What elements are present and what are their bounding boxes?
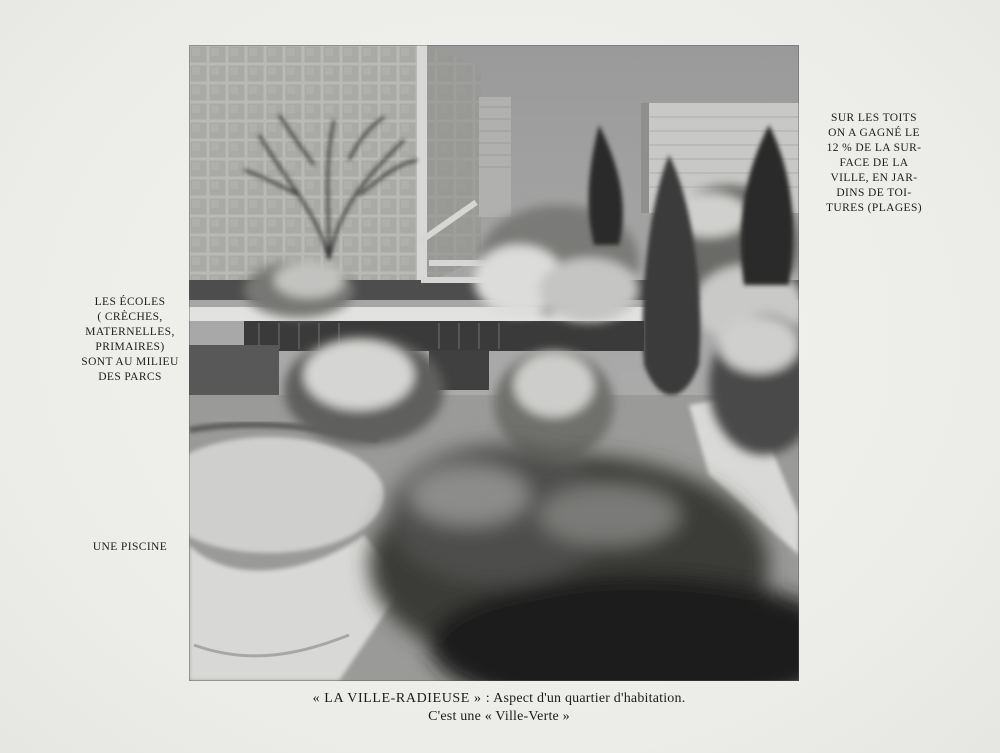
rooftop-gardens-note: SUR LES TOITS ON A GAGNÉ LE 12 % DE LA SUR- FACE DE LA VILLE, EN JAR- DINS DE TOI- TURES (PLAGES) (825, 112, 922, 214)
caption-title: « LA VILLE-RADIEUSE » : (312, 691, 491, 706)
caption-description: Aspect d'un quartier d'habitation. (490, 691, 686, 706)
caption-line-2: C'est une « Ville-Verte » (428, 709, 570, 724)
swimming-pool-note: UNE PISCINE (92, 541, 168, 553)
caption-line-1 (189, 690, 809, 708)
schools-note: LES ÉCOLES ( CRÈCHES, MATERNELLES, PRIMAIRES) SONT AU MILIEU DES PARCS (81, 296, 179, 383)
rooftop-garden-photograph (189, 45, 799, 681)
figure-caption (189, 690, 809, 726)
